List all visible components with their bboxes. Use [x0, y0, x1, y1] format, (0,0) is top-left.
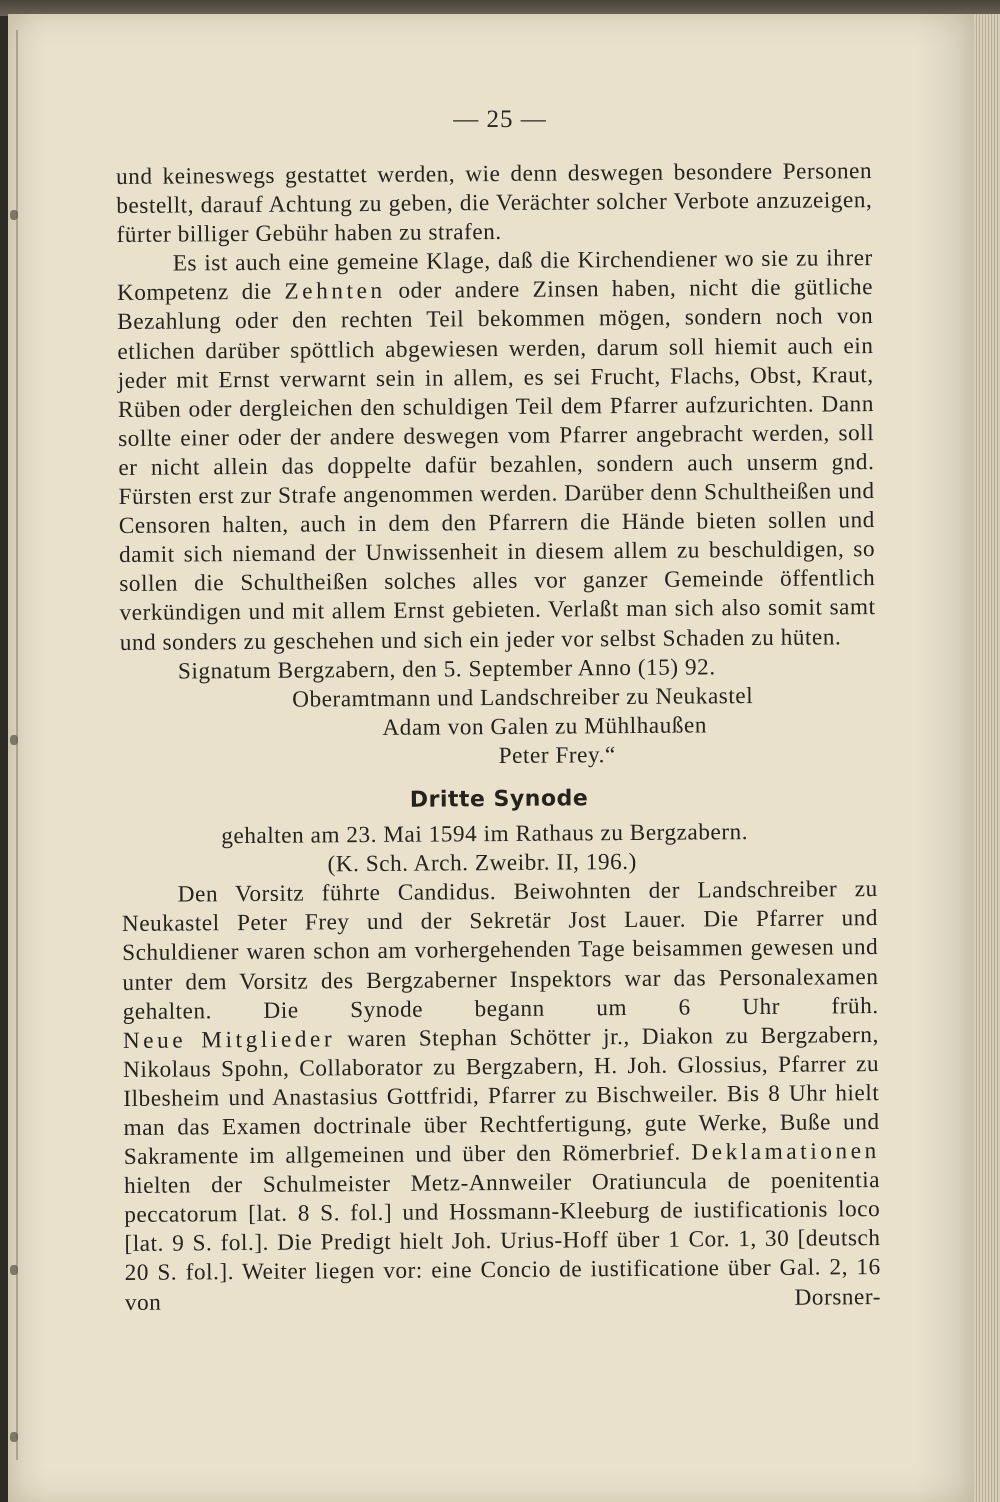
margin-mark [10, 1432, 18, 1442]
signature-line: Peter Frey.“ [498, 741, 616, 769]
paragraph: und keineswegs gestattet werden, wie denn deswegen besondere Personen bestellt, darauf Achtung zu geben, die Verächter solcher Verbote anzuzeigen, fürter billiger Gebühr haben zu strafen. [116, 158, 873, 249]
section-subheading: gehalten am 23. Mai 1594 im Rathaus zu Bergzabern. [221, 819, 749, 850]
paragraph-text: Es ist auch eine gemeine Klage, daß die Kirchendiener wo sie zu ihrer Kompetenz die [116, 245, 873, 307]
signature-line: Oberamtmann und Landschreiber zu Neukastel [292, 682, 754, 713]
paragraph: Den Vorsitz führte Candidus. Beiwohnten der Landschreiber zu Neukastel Peter Frey und der Sekretär Jost Lauer. Die Pfarrer und Schuldiener waren schon am vorhergehenden Tage beisammen gewesen und unter dem Vorsitz des Bergzaberner Inspektors war das Personalexamen gehalten. Die Synode begann um 6 Uhr früh. [121, 876, 879, 1025]
paragraph-text: oder andere Zinsen haben, nicht die gütliche Bezahlung oder den rechten Teil bekommen mögen, sondern noch von etlichen darüber spöttlich abgewiesen werden, darum soll hiemit auch ein jeder mit Ernst verwarnt sein in allem, es sei Frucht, Flachs, Obst, Kraut, Rüben oder dergleichen den schuldigen Teil dem Pfarrer aufzurichten. Dann sollte einer oder der andere deswegen vom Pfarrer angebracht werden, soll er nicht allein das doppelte dafür bezahlen, sondern auch unserm gnd. Fürsten erst zur Strafe angenommen werden. Darüber denn Schultheißen und Censoren halten, auch in dem den Pfarrern die Hände bieten sollen und damit sich niemand der Unwissenheit in diesem allem zu beschuldigen, so sollen die Schultheißen solches alles vor ganzer Gemeinde öffentlich verkündigen und mit allem Ernst gebieten. Verlaßt man sich also somit samt und sonders zu geschehen und sich ein jeder vor selbst Schaden zu hüten. [117, 274, 876, 656]
spaced-emphasis: Zehnten [284, 278, 386, 306]
binding-margin-line [16, 30, 18, 1460]
paragraph [117, 244, 876, 657]
paragraph [123, 1021, 881, 1318]
section-heading: Dritte Synode [409, 786, 589, 813]
paragraph-text: hielten der Schulmeister Metz-Annweiler Oratiuncula de poenitentia peccatorum [lat. 8 S. fol.] und Hossmann-Kleeburg de iustificationis loco [lat. 9 S. fol.]. Die Predigt hielt Joh. Urius-Hoff über 1 Cor. 1, 30 [deutsch 20 S. fol.]. Weiter liegen vor: eine Concio de iustificatione über Gal. 2, 16 von Dorsner- [123, 1167, 882, 1316]
page-number: — 25 — [453, 106, 547, 133]
page-stack-edges [974, 14, 1000, 1502]
spaced-emphasis: Deklamationen [691, 1138, 880, 1166]
spaced-emphasis: Neue Mitglieder [122, 1026, 336, 1054]
margin-mark [10, 1265, 18, 1275]
margin-mark [10, 735, 18, 745]
signature-line: Adam von Galen zu Mühlhaußen [382, 712, 708, 741]
margin-mark [10, 210, 18, 220]
paragraph-text: waren Stephan Schötter jr., Diakon zu Bergzabern, Nikolaus Spohn, Collaborator zu Bergzabern, H. Joh. Glossius, Pfarrer zu Ilbesheim und Anastasius Gottfridi, Pfarrer zu Bischweiler. Bis 8 Uhr hielt man das Examen doctrinale über Rechtfertigung, gute Werke, Buße und Sakramente im allgemeinen und über den Römerbrief. [123, 1021, 880, 1171]
page-text [116, 157, 881, 1318]
section-subheading: (K. Sch. Arch. Zweibr. II, 196.) [327, 849, 637, 878]
signature-line: Signatum Bergzabern, den 5. September Anno (15) 92. [177, 653, 716, 685]
